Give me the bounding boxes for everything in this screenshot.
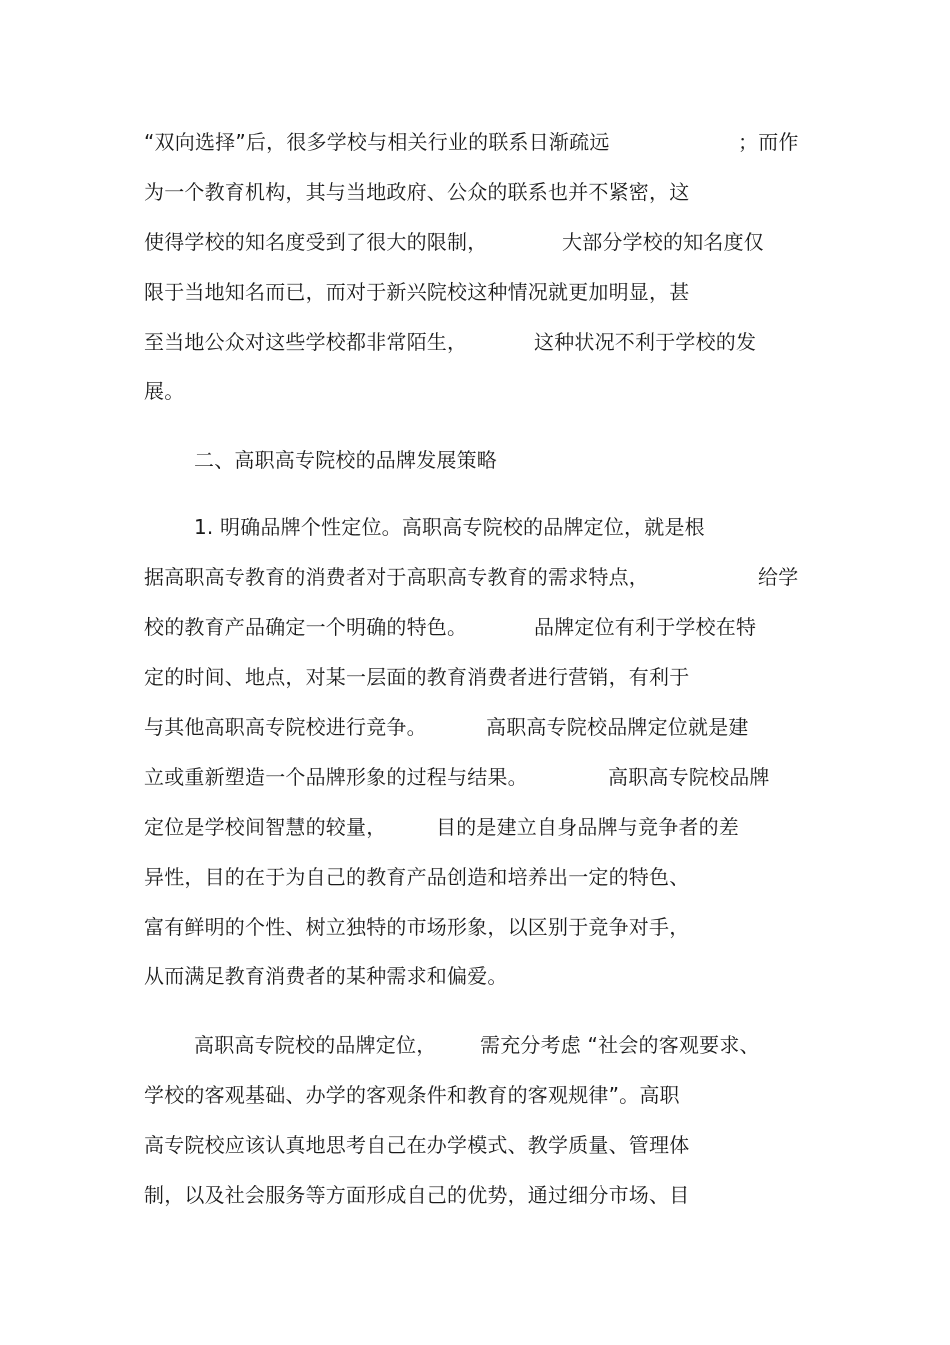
text-line: [144, 177, 689, 207]
text-segment: 这种状况不利于学校的发: [534, 330, 757, 354]
text-segment: 高职高专院校品牌定位就是建: [486, 715, 749, 739]
section-heading: [194, 445, 497, 475]
text-segment: 立或重新塑造一个品牌形象的过程与结果。: [144, 765, 528, 789]
text-segment: 与其他高职高专院校进行竞争。: [144, 715, 427, 739]
text-segment: 使得学校的知名度受到了很大的限制，: [144, 230, 488, 254]
text-segment: 据高职高专教育的消费者对于高职高专教育的需求特点，: [144, 565, 649, 589]
text-line: [144, 961, 508, 991]
text-segment: 限于当地知名而已，而对于新兴院校这种情况就更加明显，甚: [144, 280, 690, 304]
text-line: [144, 912, 689, 942]
text-segment: ；而作: [738, 130, 799, 154]
text-segment: 目的是建立自身品牌与竞争者的差: [436, 815, 739, 839]
text-line: [144, 127, 799, 157]
text-line: [144, 612, 757, 642]
text-segment: 给学: [758, 565, 799, 589]
text-segment: 展。: [144, 379, 185, 403]
text-line: [144, 1180, 689, 1210]
text-line: [144, 327, 757, 357]
text-segment: 需充分考虑 “社会的客观要求、: [480, 1033, 760, 1057]
text-line: [144, 662, 689, 692]
text-segment: 高职高专院校的品牌定位，: [194, 1033, 437, 1057]
text-line: [144, 562, 799, 592]
text-segment: 品牌定位有利于学校在特: [534, 615, 757, 639]
text-segment: 为一个教育机构，其与当地政府、公众的联系也并不紧密，这: [144, 180, 690, 204]
text-line: [144, 1130, 689, 1160]
text-segment: 定的时间、地点，对某一层面的教育消费者进行营销，有利于: [144, 665, 690, 689]
text-segment: 1. 明确品牌个性定位。高职高专院校的品牌定位，就是根: [194, 515, 705, 539]
text-segment: 异性，目的在于为自己的教育产品创造和培养出一定的特色、: [144, 865, 690, 889]
text-line: [194, 512, 705, 542]
text-segment: 高专院校应该认真地思考自己在办学模式、教学质量、管理体: [144, 1133, 690, 1157]
text-segment: 富有鲜明的个性、树立独特的市场形象，以区别于竞争对手，: [144, 915, 690, 939]
text-segment: 高职高专院校品牌: [608, 765, 770, 789]
text-segment: 制，以及社会服务等方面形成自己的优势，通过细分市场、目: [144, 1183, 690, 1207]
text-line: [144, 762, 770, 792]
text-segment: “双向选择”后，很多学校与相关行业的联系日渐疏远: [144, 130, 610, 154]
text-segment: 大部分学校的知名度仅: [562, 230, 764, 254]
text-line: [144, 812, 739, 842]
text-line: [144, 712, 749, 742]
text-line: [144, 862, 689, 892]
text-line: [144, 1080, 680, 1110]
text-segment: 至当地公众对这些学校都非常陌生，: [144, 330, 468, 354]
text-segment: 定位是学校间智慧的较量，: [144, 815, 387, 839]
text-line: [194, 1030, 760, 1060]
text-line: [144, 227, 764, 257]
text-line: [144, 277, 689, 307]
text-segment: 校的教育产品确定一个明确的特色。: [144, 615, 468, 639]
text-line: [144, 376, 184, 406]
text-segment: 学校的客观基础、办学的客观条件和教育的客观规律”。高职: [144, 1083, 680, 1107]
heading-text: 二、高职高专院校的品牌发展策略: [194, 448, 497, 472]
text-segment: 从而满足教育消费者的某种需求和偏爱。: [144, 964, 508, 988]
